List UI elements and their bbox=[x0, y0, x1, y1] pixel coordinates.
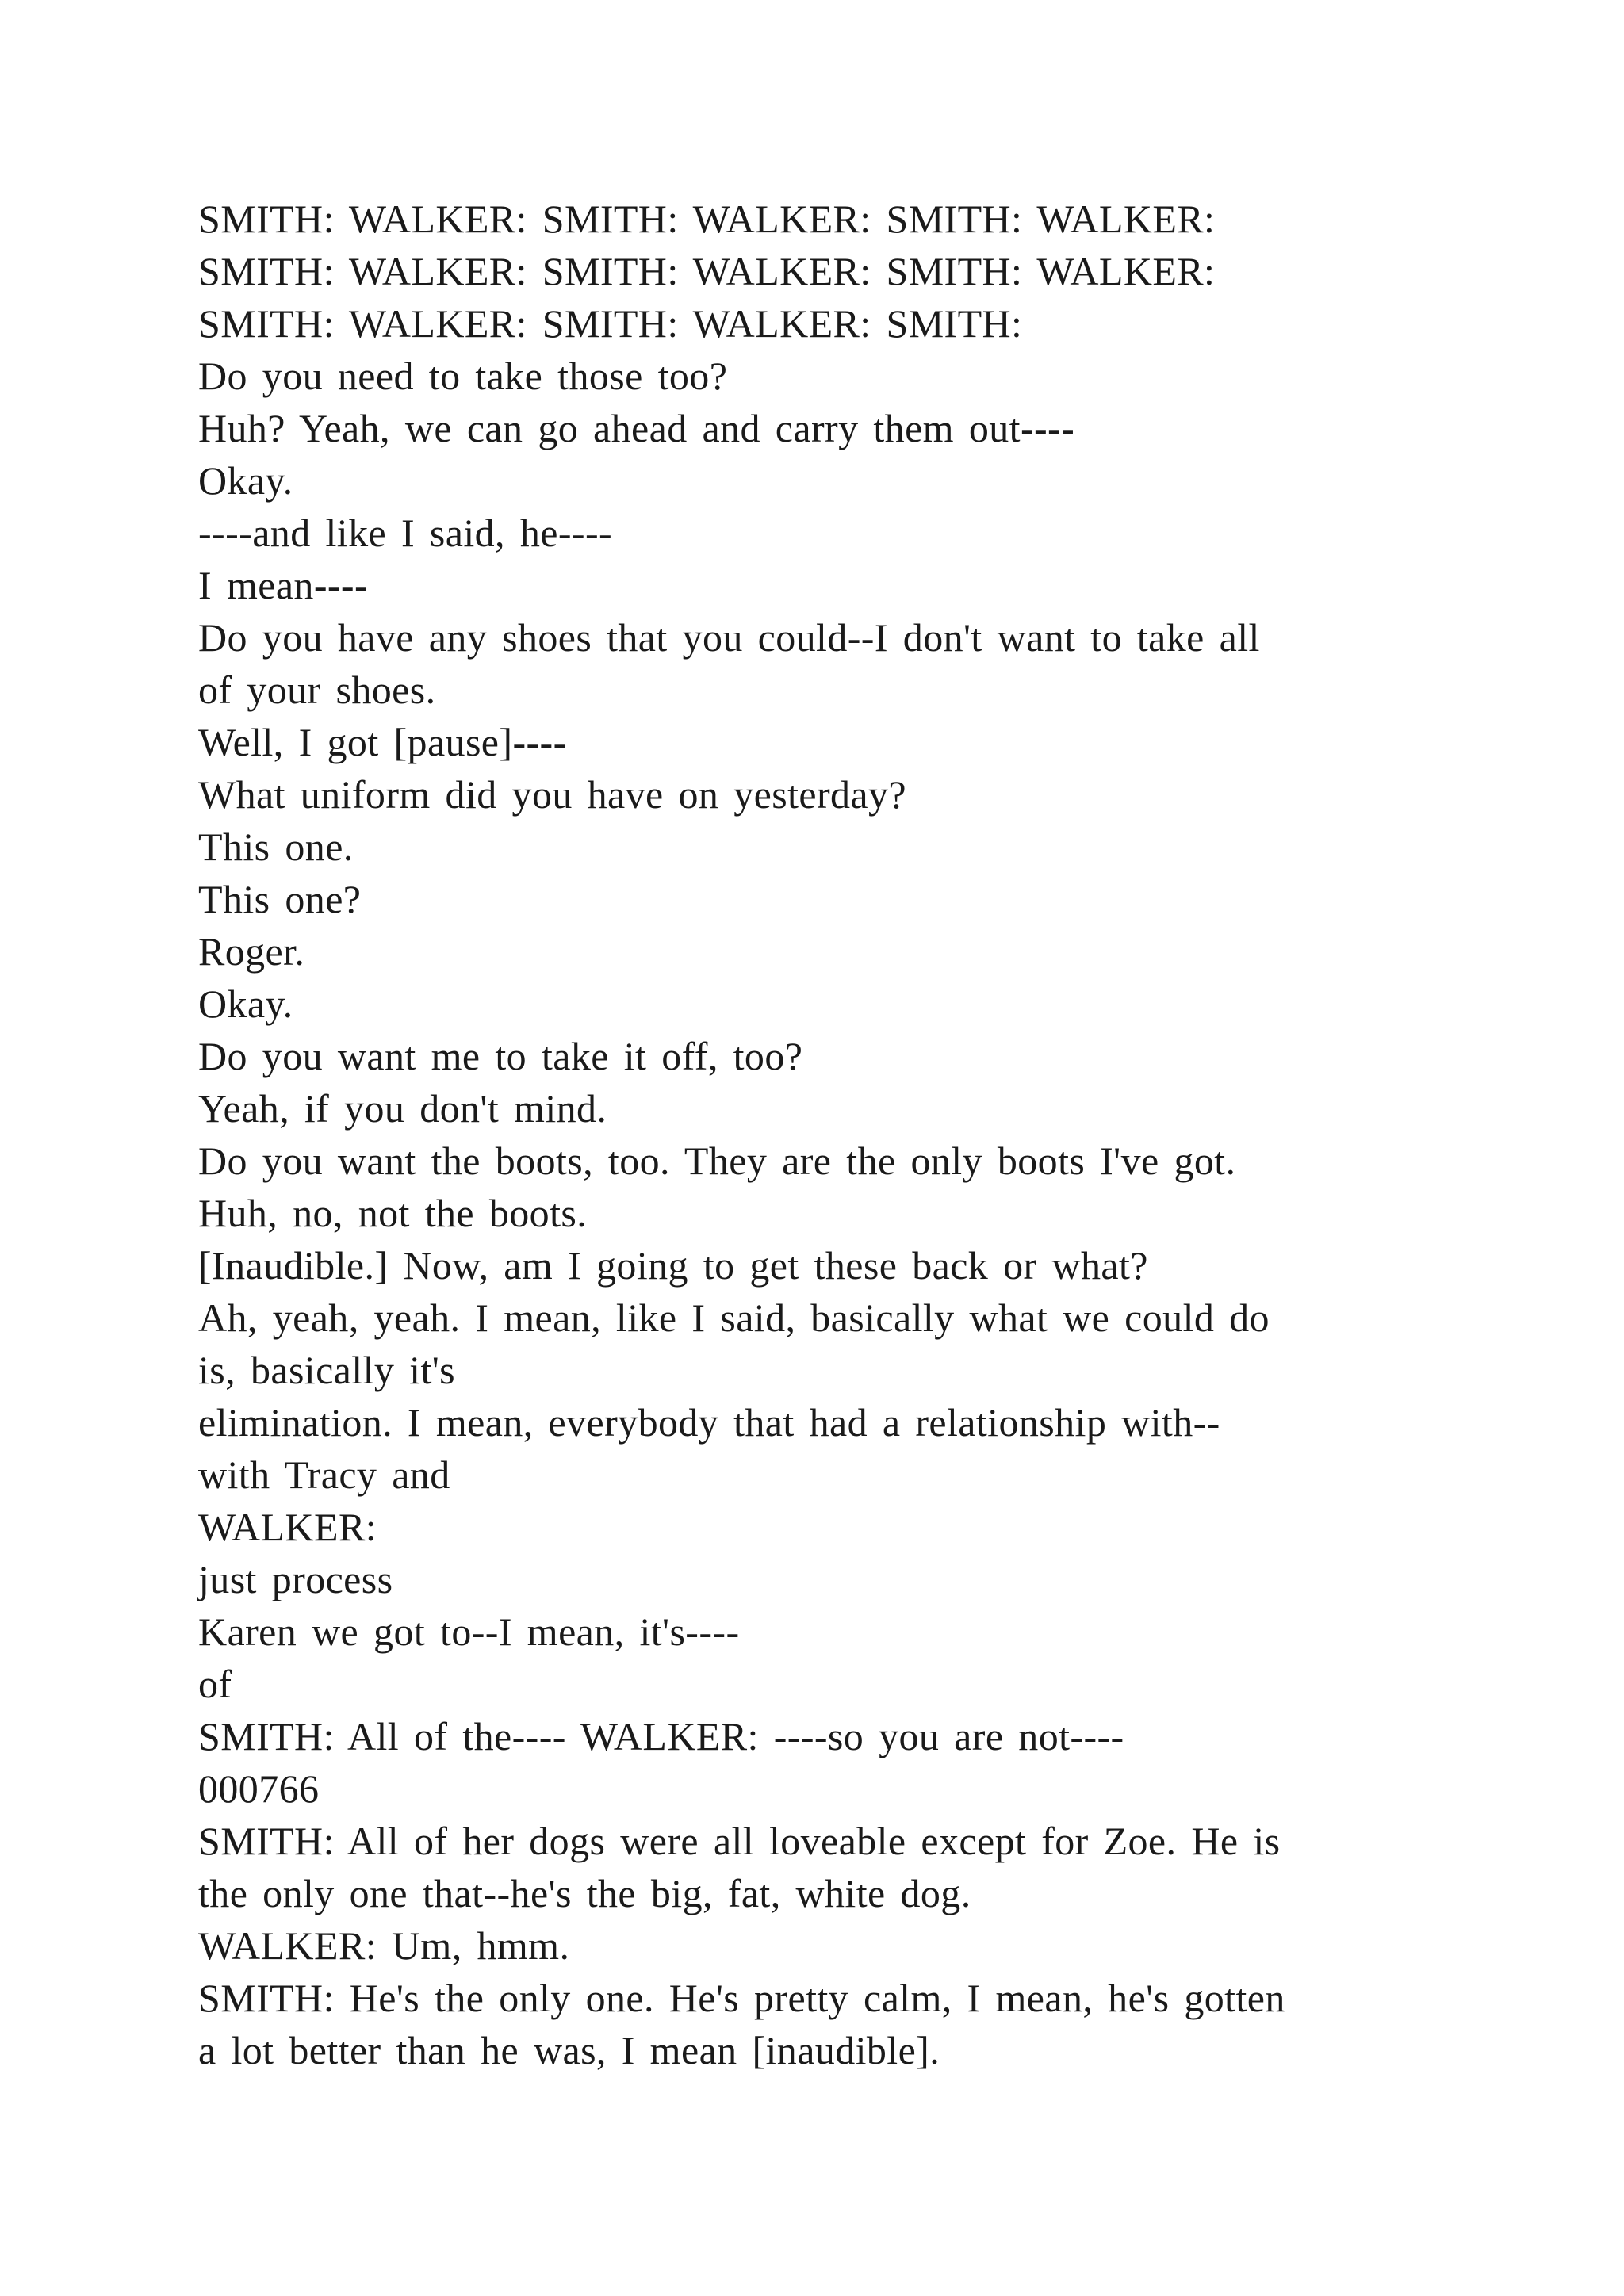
text-line: Okay. bbox=[198, 458, 293, 503]
text-line: SMITH: All of her dogs were all loveable except for Zoe. He is bbox=[198, 1819, 1281, 1863]
text-line: Yeah, if you don't mind. bbox=[198, 1086, 607, 1131]
text-line: of your shoes. bbox=[198, 668, 436, 712]
text-line: with Tracy and bbox=[198, 1452, 450, 1497]
text-line: Do you need to take those too? bbox=[198, 354, 728, 398]
text-line: Well, I got [pause]---- bbox=[198, 720, 567, 764]
text-line: I mean---- bbox=[198, 563, 369, 607]
text-line: What uniform did you have on yesterday? bbox=[198, 772, 907, 817]
page-number: 000766 bbox=[198, 1766, 320, 1811]
text-line: SMITH: WALKER: SMITH: WALKER: SMITH: bbox=[198, 301, 1023, 346]
text-line: Roger. bbox=[198, 929, 305, 974]
text-line: Huh, no, not the boots. bbox=[198, 1191, 588, 1235]
text-line: SMITH: WALKER: SMITH: WALKER: SMITH: WALKER: bbox=[198, 197, 1216, 241]
text-line: Karen we got to--I mean, it's---- bbox=[198, 1609, 740, 1654]
text-line: Okay. bbox=[198, 982, 293, 1026]
text-line: Ah, yeah, yeah. I mean, like I said, basically what we could do bbox=[198, 1295, 1270, 1340]
text-line: ----and like I said, he---- bbox=[198, 511, 613, 555]
text-line: This one. bbox=[198, 825, 354, 869]
text-line: SMITH: All of the---- WALKER: ----so you are not---- bbox=[198, 1714, 1124, 1758]
text-line: a lot better than he was, I mean [inaudible]. bbox=[198, 2028, 940, 2072]
transcript-text bbox=[198, 193, 1435, 2076]
text-line: is, basically it's bbox=[198, 1348, 456, 1392]
text-line: WALKER: Um, hmm. bbox=[198, 1923, 570, 1968]
text-line: SMITH: WALKER: SMITH: WALKER: SMITH: WALKER: bbox=[198, 249, 1216, 293]
text-line: of bbox=[198, 1662, 232, 1706]
text-line: WALKER: bbox=[198, 1505, 377, 1549]
text-line: Huh? Yeah, we can go ahead and carry them out---- bbox=[198, 406, 1075, 450]
text-line: just process bbox=[198, 1557, 393, 1601]
text-line: elimination. I mean, everybody that had a relationship with-- bbox=[198, 1400, 1220, 1445]
text-line: Do you have any shoes that you could--I don't want to take all bbox=[198, 615, 1260, 660]
text-line: the only one that--he's the big, fat, white dog. bbox=[198, 1871, 971, 1915]
text-line: Do you want me to take it off, too? bbox=[198, 1034, 803, 1078]
text-line: [Inaudible.] Now, am I going to get these back or what? bbox=[198, 1243, 1148, 1288]
text-line: This one? bbox=[198, 877, 362, 921]
text-line: Do you want the boots, too. They are the only boots I've got. bbox=[198, 1138, 1236, 1183]
text-line: SMITH: He's the only one. He's pretty calm, I mean, he's gotten bbox=[198, 1976, 1285, 2020]
